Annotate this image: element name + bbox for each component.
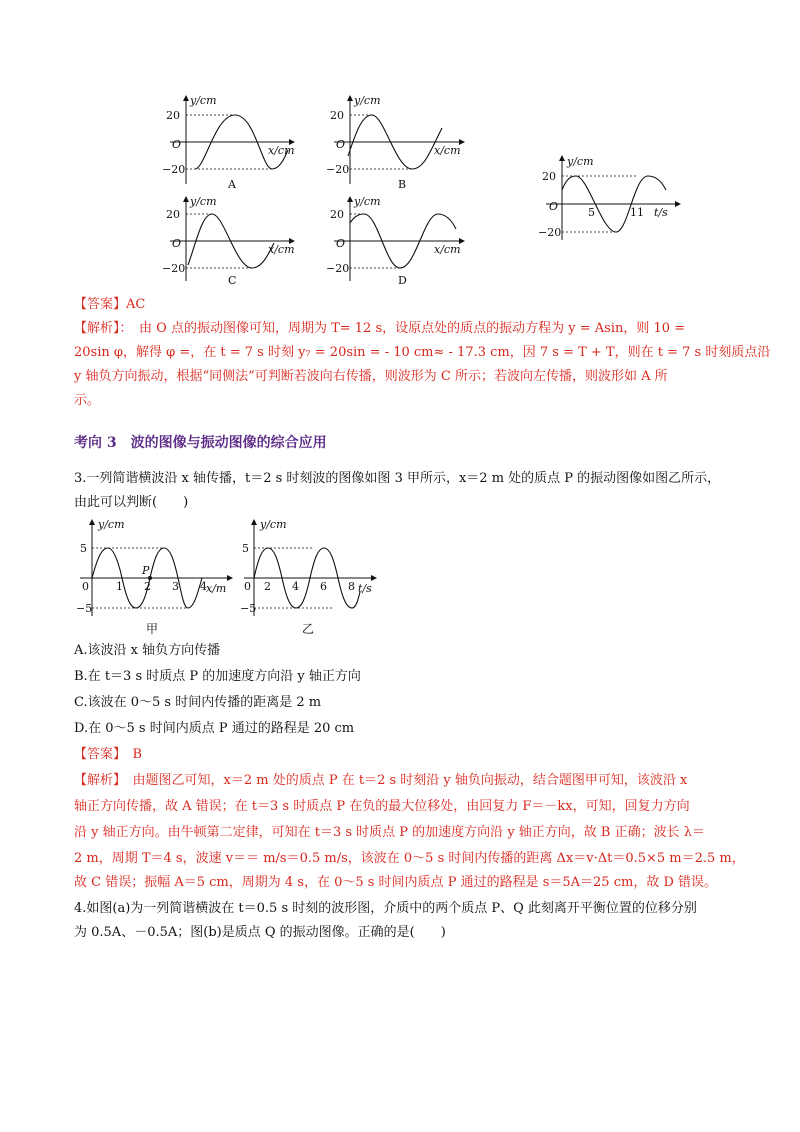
tick-label: 1	[116, 580, 123, 593]
tick-label: 4	[292, 580, 299, 593]
y-min-label: −20	[162, 262, 186, 275]
x-axis-label: x/cm	[434, 243, 461, 256]
y-max-label: 5	[80, 542, 87, 555]
y-min-label: −20	[326, 262, 350, 275]
q3-analysis-text: 由题图乙可知，x＝2 m 处的质点 P 在 t＝2 s 时刻沿 y 轴负向振动，结合题图甲可知，该波沿 x	[132, 773, 688, 788]
tick-label: 6	[320, 580, 327, 593]
y-axis-label: y/cm	[98, 518, 125, 531]
tick-label: 11	[630, 206, 644, 219]
tick-label: 8	[348, 580, 355, 593]
y-min-label: −20	[538, 226, 562, 239]
point-p-label: P	[142, 564, 150, 577]
q2-answer: 【答案】AC	[74, 297, 146, 312]
origin-label: O	[549, 200, 559, 213]
y-min-label: −20	[162, 163, 186, 176]
q3-analysis-line: 2 m，周期 T＝4 s，波速 v＝＝ m/s＝0.5 m/s，该波在 0～5 s 时间内传播的距离 Δx＝v·Δt＝0.5×5 m＝2.5 m，	[74, 851, 745, 866]
y-max-label: 20	[330, 208, 344, 221]
x-axis-label: x/cm	[268, 243, 295, 256]
x-axis-label: t/s	[654, 206, 668, 219]
y-max-label: 20	[166, 109, 180, 122]
q3-analysis-line: 轴正方向传播，故 A 错误；在 t＝3 s 时质点 P 在负的最大位移处，由回复力 F＝－kx，可知，回复力方向	[74, 799, 690, 814]
q2-analysis-line: 20sin φ，解得 φ =，在 t = 7 s 时刻 y₇ = 20sin = - 10 cm≈ - 17.3 cm，因 7 s = T + T，则在 t = 7 s 时刻质点沿	[74, 345, 771, 360]
q4-stem: 4.如图(a)为一列简谐横波在 t＝0.5 s 时刻的波形图，介质中的两个质点 P、Q 此刻离开平衡位置的位移分别	[74, 901, 697, 916]
q3-stem: 由此可以判断( )	[74, 495, 189, 510]
figure-b-caption: B	[398, 178, 407, 191]
q3-option-d: D.在 0～5 s 时间内质点 P 通过的路程是 20 cm	[74, 721, 355, 736]
tick-label: 2	[264, 580, 271, 593]
vibration-graph	[534, 152, 684, 244]
figure-a-caption: A	[228, 178, 236, 191]
q2-analysis-line	[74, 318, 685, 340]
x-axis-label: x/m	[206, 582, 227, 595]
y-max-label: 20	[330, 109, 344, 122]
y-min-label: −5	[240, 602, 257, 615]
tick-label: 2	[144, 580, 151, 593]
q4-stem: 为 0.5A、－0.5A；图(b)是质点 Q 的振动图像。正确的是( )	[74, 925, 446, 940]
q3-stem: 3.一列简谐横波沿 x 轴传播，t＝2 s 时刻波的图像如图 3 甲所示，x＝2 m 处的质点 P 的振动图像如图乙所示，	[74, 471, 721, 486]
figure-c-caption: C	[228, 274, 237, 287]
q2-analysis-line: 示。	[74, 393, 101, 408]
q3-analysis-label: 【解析】	[74, 773, 120, 788]
figure-yi-caption: 乙	[302, 622, 315, 636]
q2-analysis-line: y 轴负方向振动，根据“同侧法”可判断若波向右传播，则波形为 C 所示；若波向左传播，则波形如 A 所	[74, 369, 668, 384]
figure-d-caption: D	[398, 274, 407, 287]
x-axis-label: t/s	[358, 582, 372, 595]
section-title: 考向 3 波的图像与振动图像的综合应用	[74, 435, 327, 451]
y-axis-label: y/cm	[190, 195, 217, 208]
y-axis-label: y/cm	[567, 155, 594, 168]
y-min-label: −20	[326, 163, 350, 176]
y-axis-label: y/cm	[190, 94, 217, 107]
origin-label: O	[336, 138, 346, 151]
y-max-label: 20	[542, 170, 556, 183]
q3-option-a: A.该波沿 x 轴负方向传播	[74, 643, 221, 658]
q3-answer: 【答案】 B	[74, 747, 143, 762]
q3-option-c: C.该波在 0～5 s 时间内传播的距离是 2 m	[74, 695, 322, 710]
origin-label: O	[172, 138, 182, 151]
vibration-graph-yi	[240, 516, 380, 618]
y-max-label: 5	[242, 542, 249, 555]
tick-label: 4	[200, 580, 207, 593]
q3-option-b: B.在 t＝3 s 时质点 P 的加速度方向沿 y 轴正方向	[74, 669, 361, 684]
y-axis-label: y/cm	[354, 195, 381, 208]
q3-analysis-line: 沿 y 轴正方向。由牛顿第二定律，可知在 t＝3 s 时质点 P 的加速度方向沿 y 轴正方向，故 B 正确；波长 λ＝	[74, 825, 705, 840]
y-axis-label: y/cm	[354, 94, 381, 107]
origin-label: 0	[82, 580, 89, 593]
q3-analysis-line	[74, 770, 687, 792]
wave-graph-a	[160, 92, 300, 192]
tick-label: 3	[172, 580, 179, 593]
q2-analysis-text: 由 O 点的振动图像可知，周期为 T= 12 s，设原点处的质点的振动方程为 y = Asin，则 10 =	[139, 321, 686, 336]
y-max-label: 20	[166, 208, 180, 221]
wave-graph-d	[324, 193, 469, 288]
y-min-label: −5	[76, 602, 93, 615]
origin-label: O	[336, 237, 346, 250]
origin-label: O	[172, 237, 182, 250]
q3-analysis-line: 故 C 错误；振幅 A＝5 cm，周期为 4 s，在 0～5 s 时间内质点 P 通过的路程是 s＝5A＝25 cm，故 D 错误。	[74, 875, 718, 890]
q2-analysis-label: 【解析】：	[74, 321, 127, 336]
wave-graph-b	[324, 92, 469, 192]
y-axis-label: y/cm	[260, 518, 287, 531]
x-axis-label: x/cm	[434, 144, 461, 157]
tick-label: 5	[588, 206, 595, 219]
origin-label: 0	[244, 580, 251, 593]
x-axis-label: x/cm	[268, 144, 295, 157]
wave-graph-jia	[76, 516, 236, 618]
figure-jia-caption: 甲	[146, 622, 159, 636]
